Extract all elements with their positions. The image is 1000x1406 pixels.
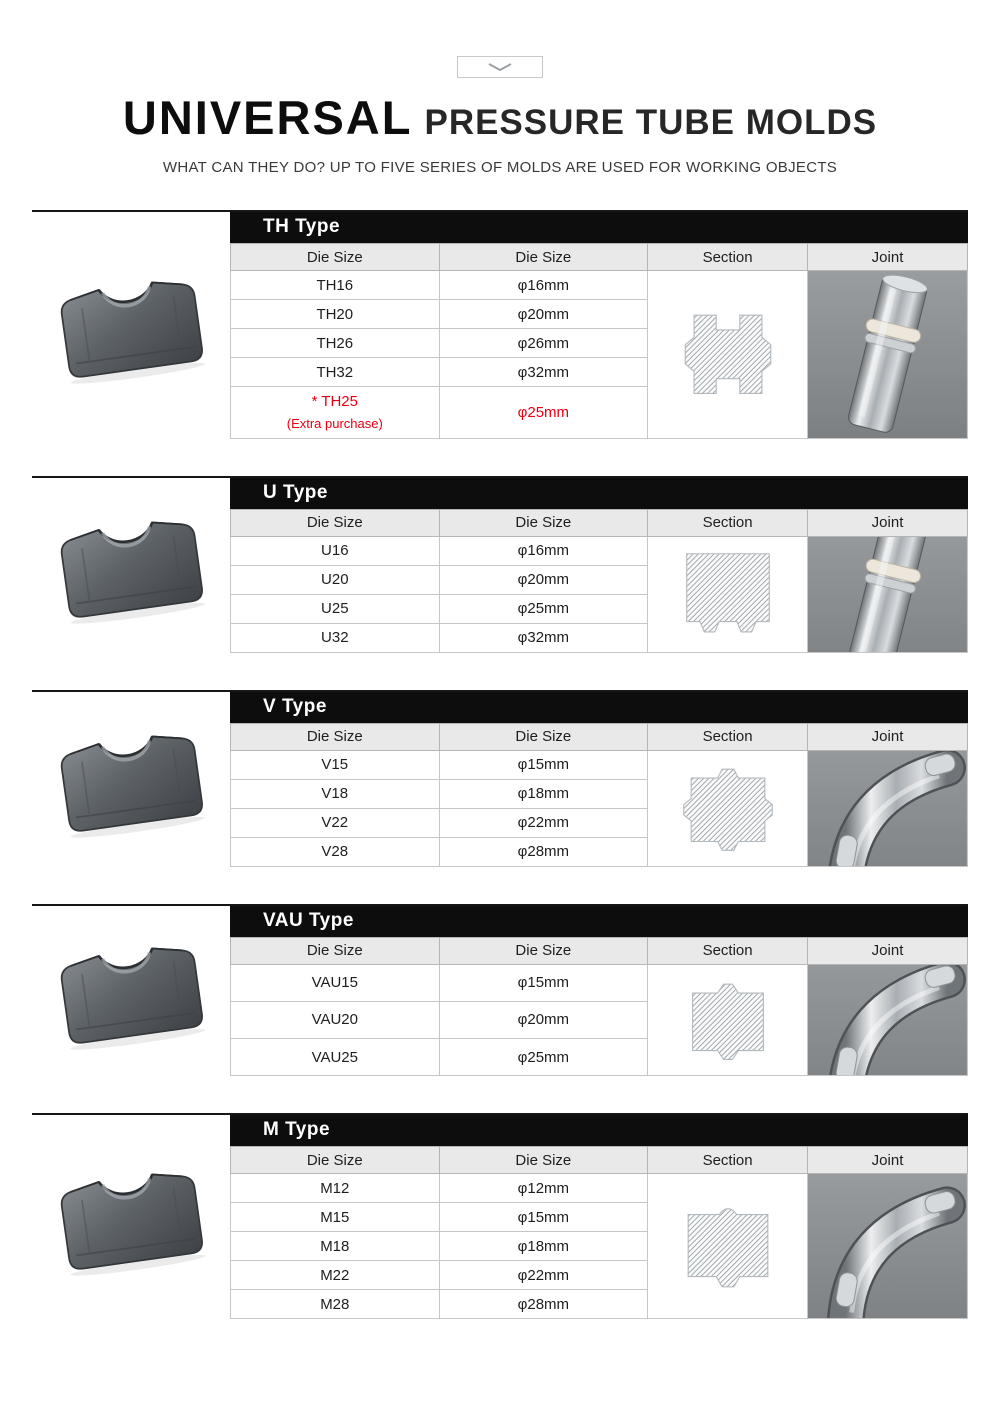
mold-die-figure — [32, 692, 230, 867]
column-header-joint-3: Joint — [808, 509, 968, 536]
die-size-cell: φ18mm — [439, 1232, 648, 1261]
die-row — [231, 750, 968, 779]
die-code-cell: V22 — [231, 808, 440, 837]
title-brand-word: UNIVERSAL — [122, 91, 413, 144]
column-header-row — [231, 244, 968, 271]
section-u-type — [32, 476, 968, 653]
type-title: U Type — [263, 481, 328, 503]
spec-table — [230, 509, 968, 653]
column-header-die-size-1: Die Size — [439, 244, 648, 271]
die-code-cell: TH20 — [231, 300, 440, 329]
die-code-cell: M15 — [231, 1203, 440, 1232]
die-size-cell: φ12mm — [439, 1174, 648, 1203]
die-size-cell: φ15mm — [439, 964, 648, 1001]
page-subtitle: WHAT CAN THEY DO? UP TO FIVE SERIES OF MOLDS ARE USED FOR WORKING OBJECTS — [162, 159, 838, 176]
die-size-cell: φ15mm — [439, 1203, 648, 1232]
type-header-bar — [230, 692, 968, 723]
section-profile-diagram — [669, 965, 787, 1076]
column-header-die-size-1: Die Size — [439, 937, 648, 964]
mold-die-figure — [32, 478, 230, 653]
spec-table-wrap — [230, 1115, 968, 1319]
mold-die-illustration — [39, 917, 223, 1065]
section-profile-diagram — [669, 299, 787, 410]
column-header-die-size-0: Die Size — [231, 1147, 440, 1174]
joint-photo-cell — [808, 271, 968, 439]
column-header-die-size-0: Die Size — [231, 937, 440, 964]
spec-table-wrap — [230, 212, 968, 439]
die-code-cell: VAU20 — [231, 1001, 440, 1038]
mold-die-illustration — [39, 1143, 223, 1291]
column-header-section-2: Section — [648, 509, 808, 536]
section-diagram-cell — [648, 750, 808, 866]
section-profile-diagram — [669, 539, 787, 650]
column-header-row — [231, 509, 968, 536]
die-row — [231, 1174, 968, 1203]
die-size-cell: φ25mm — [439, 1038, 648, 1075]
die-size-cell: φ28mm — [439, 1290, 648, 1319]
joint-photo-cell — [808, 1174, 968, 1319]
die-code-cell: V15 — [231, 750, 440, 779]
die-code-cell: V18 — [231, 779, 440, 808]
column-header-section-2: Section — [648, 1147, 808, 1174]
elbow-pipe-fitting-photo — [808, 751, 967, 866]
column-header-joint-3: Joint — [808, 937, 968, 964]
die-code-cell: TH16 — [231, 271, 440, 300]
die-note: (Extra purchase) — [286, 416, 383, 431]
column-header-die-size-0: Die Size — [231, 723, 440, 750]
die-code-cell: M18 — [231, 1232, 440, 1261]
column-header-die-size-1: Die Size — [439, 1147, 648, 1174]
die-code-cell: TH32 — [231, 358, 440, 387]
die-code-cell: U32 — [231, 623, 440, 652]
die-code-cell: V28 — [231, 837, 440, 866]
column-header-joint-3: Joint — [808, 244, 968, 271]
die-size-cell: φ22mm — [439, 1261, 648, 1290]
spec-table — [230, 937, 968, 1077]
die-size-cell: φ25mm — [439, 387, 648, 439]
collapse-toggle-button[interactable] — [457, 56, 543, 78]
type-title: M Type — [263, 1119, 331, 1141]
die-size-cell: φ15mm — [439, 750, 648, 779]
section-diagram-cell — [648, 271, 808, 439]
column-header-section-2: Section — [648, 937, 808, 964]
section-v-type — [32, 690, 968, 867]
die-size-cell: φ26mm — [439, 329, 648, 358]
column-header-section-2: Section — [648, 244, 808, 271]
die-code-cell: M22 — [231, 1261, 440, 1290]
spec-table-wrap — [230, 478, 968, 653]
spec-table — [230, 723, 968, 867]
die-code-cell: U20 — [231, 565, 440, 594]
chevron-down-icon — [486, 62, 514, 72]
column-header-die-size-1: Die Size — [439, 723, 648, 750]
joint-photo-cell — [808, 964, 968, 1076]
section-profile-diagram — [669, 753, 787, 864]
column-header-row — [231, 937, 968, 964]
column-header-joint-3: Joint — [808, 723, 968, 750]
mold-die-figure — [32, 212, 230, 439]
die-code-cell — [231, 387, 440, 439]
straight-pipe-fitting-photo — [808, 271, 967, 438]
section-diagram-cell — [648, 964, 808, 1076]
die-code: * TH25 — [311, 393, 358, 410]
mold-die-illustration — [39, 705, 223, 853]
die-size-cell: φ32mm — [439, 358, 648, 387]
column-header-row — [231, 1147, 968, 1174]
joint-photo-cell — [808, 750, 968, 866]
elbow-pipe-fitting-photo — [808, 965, 967, 1076]
die-code-cell: U25 — [231, 594, 440, 623]
section-m-type — [32, 1113, 968, 1319]
column-header-section-2: Section — [648, 723, 808, 750]
spec-table — [230, 1146, 968, 1319]
spec-table-wrap — [230, 906, 968, 1077]
die-size-cell: φ25mm — [439, 594, 648, 623]
elbow-pipe-fitting-photo — [808, 1174, 967, 1318]
die-size-cell: φ18mm — [439, 779, 648, 808]
mold-sections-container — [32, 210, 968, 1319]
section-vau-type — [32, 904, 968, 1077]
die-size-cell: φ32mm — [439, 623, 648, 652]
type-title: TH Type — [263, 216, 341, 237]
die-size-cell: φ22mm — [439, 808, 648, 837]
column-header-die-size-1: Die Size — [439, 509, 648, 536]
mold-die-figure — [32, 1115, 230, 1319]
die-code-cell: VAU15 — [231, 964, 440, 1001]
type-header-bar — [230, 478, 968, 509]
die-size-cell: φ20mm — [439, 300, 648, 329]
joint-photo-cell — [808, 536, 968, 652]
section-diagram-cell — [648, 536, 808, 652]
section-profile-diagram — [669, 1191, 787, 1302]
section-th-type — [32, 210, 968, 439]
spec-table-wrap — [230, 692, 968, 867]
die-code-cell: TH26 — [231, 329, 440, 358]
die-size-cell: φ16mm — [439, 536, 648, 565]
column-header-row — [231, 723, 968, 750]
die-row — [231, 964, 968, 1001]
die-size-cell: φ28mm — [439, 837, 648, 866]
type-title: V Type — [263, 695, 327, 717]
die-row — [231, 271, 968, 300]
mold-die-illustration — [39, 251, 223, 399]
mold-die-figure — [32, 906, 230, 1077]
mold-die-illustration — [39, 491, 223, 639]
die-size-cell: φ20mm — [439, 1001, 648, 1038]
die-code-cell: M12 — [231, 1174, 440, 1203]
die-code-cell: M28 — [231, 1290, 440, 1319]
section-diagram-cell — [648, 1174, 808, 1319]
column-header-die-size-0: Die Size — [231, 244, 440, 271]
straight-pipe-fitting-photo — [808, 537, 967, 652]
die-size-cell: φ16mm — [439, 271, 648, 300]
product-description-page — [0, 56, 1000, 1319]
column-header-die-size-0: Die Size — [231, 509, 440, 536]
column-header-joint-3: Joint — [808, 1147, 968, 1174]
type-title: VAU Type — [263, 909, 354, 931]
type-header-bar — [230, 1115, 968, 1146]
die-row — [231, 536, 968, 565]
spec-table — [230, 243, 968, 439]
die-size-cell: φ20mm — [439, 565, 648, 594]
die-code-cell: U16 — [231, 536, 440, 565]
title-rest-words: PRESSURE TUBE MOLDS — [424, 103, 878, 142]
die-code-cell: VAU25 — [231, 1038, 440, 1075]
type-header-bar — [230, 212, 968, 243]
page-title — [32, 90, 968, 145]
type-header-bar — [230, 906, 968, 937]
